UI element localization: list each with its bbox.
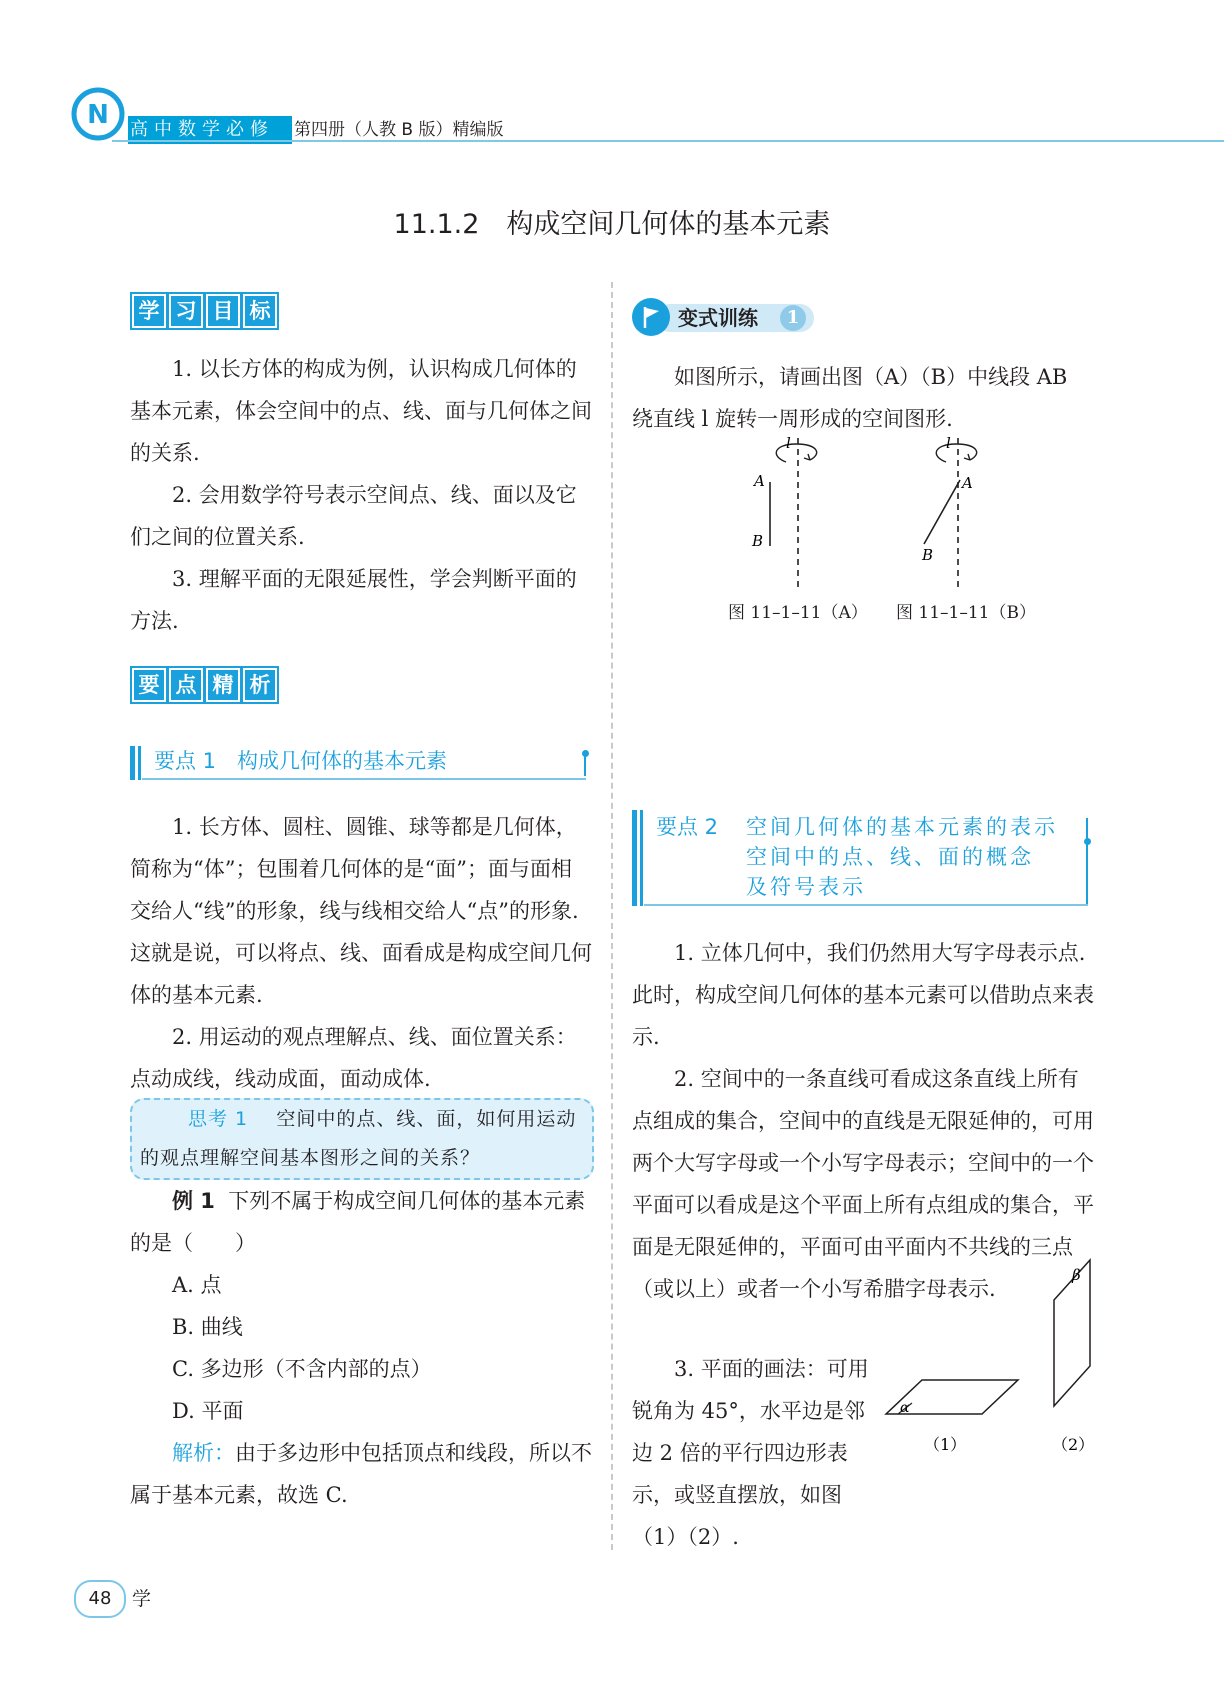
plane-figures <box>882 1240 1102 1540</box>
training-text: 如图所示，请画出图（A）（B）中线段 AB 绕直线 l 旋转一周形成的空间图形. <box>632 365 1068 431</box>
label-B: B <box>922 546 934 564</box>
kp2-line: 及符号表示 <box>746 875 866 899</box>
heading-char: 析 <box>243 668 277 702</box>
example-label: 例 1 <box>172 1189 215 1213</box>
heading-char: 目 <box>206 294 240 328</box>
logo-letter: N <box>87 100 109 130</box>
think-box <box>130 1098 594 1180</box>
heading-char: 精 <box>206 668 240 702</box>
kp-underline <box>142 778 586 780</box>
series-name: 高中数学必修 <box>128 116 292 144</box>
kp-underline <box>644 904 1088 906</box>
solution-label: 解析： <box>172 1441 235 1465</box>
option: D. 平面 <box>172 1399 244 1423</box>
figure-b <box>921 436 977 588</box>
footer-label: 学 <box>132 1588 152 1610</box>
heading-char: 点 <box>169 668 203 702</box>
paragraph: 1. 长方体、圆柱、圆锥、球等都是几何体，简称为“体”；包围着几何体的是“面”；面与面相交给人“线”的形象，线与线相交给人“点”的形象. 这就是说，可以将点、线、面看成是构成空间几何体的基本元素. <box>130 815 592 1007</box>
plane-drawing-text <box>632 1348 872 1558</box>
kp-dot <box>1084 838 1091 845</box>
heading-char: 学 <box>132 294 166 328</box>
book-name: 第四册（人教 B 版）精编版 <box>294 120 504 140</box>
header-rule <box>112 140 1224 142</box>
keypoint-2-label: 要点 2 <box>656 815 719 839</box>
column-divider <box>611 282 613 1550</box>
goals-heading <box>132 294 277 328</box>
label-l: l <box>786 436 791 452</box>
kp-bar <box>640 810 643 906</box>
flag-icon <box>632 298 670 336</box>
label-beta: β <box>1072 1266 1081 1284</box>
goals-list <box>130 348 592 642</box>
kp2-line: 空间中的点、线、面的概念 <box>746 845 1034 869</box>
keypoint-1-label: 要点 1 构成几何体的基本元素 <box>154 749 448 773</box>
figure-caption-b: 图 11–1–11（B） <box>896 603 1036 623</box>
paragraph: 1. 立体几何中，我们仍然用大写字母表示点. 此时，构成空间几何体的基本元素可以借助点来表示. <box>632 941 1094 1049</box>
training-label: 变式训练 <box>678 306 758 330</box>
paragraph: 2. 空间中的一条直线可看成这条直线上所有点组成的集合，空间中的直线是无限延伸的，可用两个大写字母或一个小写字母表示；空间中的一个平面可以看成是这个平面上所有点组成的集合，平面是无限延伸的，平面可由平面内不共线的三点（或以上）或者一个小写希腊字母表示. <box>632 1067 1094 1301</box>
keypoint-2-heading <box>632 810 1088 906</box>
training-number: 1 <box>780 305 806 331</box>
kp-dot <box>582 750 589 757</box>
figure-caption-a: 图 11–1–11（A） <box>728 603 868 623</box>
paragraph: 3. 平面的画法：可用锐角为 45°，水平边是邻边 2 倍的平行四边形表示，或竖直摆放，如图（1）（2）. <box>632 1357 869 1549</box>
keypoint-1-heading <box>130 746 586 780</box>
example-1 <box>130 1180 592 1516</box>
kp-stem <box>584 754 586 776</box>
heading-char: 要 <box>132 668 166 702</box>
kp-stem <box>1086 818 1088 904</box>
goal-item: 2. 会用数学符号表示空间点、线、面以及它们之间的位置关系. <box>130 483 577 549</box>
page-number: 48 <box>74 1580 126 1618</box>
analysis-heading <box>132 668 277 702</box>
keypoint-1-body <box>130 806 592 1100</box>
label-A: A <box>962 474 973 492</box>
example-text: 下列不属于构成空间几何体的基本元素的是（ ） <box>130 1189 586 1255</box>
option: C. 多边形（不含内部的点） <box>172 1357 432 1381</box>
section-title: 11.1.2 构成空间几何体的基本元素 <box>393 209 831 240</box>
solution-text: 由于多边形中包括顶点和线段，所以不属于基本元素，故选 C. <box>130 1441 592 1507</box>
option: B. 曲线 <box>172 1315 243 1339</box>
paragraph: 2. 用运动的观点理解点、线、面位置关系：点动成线，线动成面，面动成体. <box>130 1025 577 1091</box>
think-text: 空间中的点、线、面，如何用运动的观点理解空间基本图形之间的关系？ <box>140 1108 577 1169</box>
logo <box>70 86 126 142</box>
training-text-block <box>632 356 1094 440</box>
goal-item: 1. 以长方体的构成为例，认识构成几何体的基本元素，体会空间中的点、线、面与几何体之间的关系. <box>130 357 592 465</box>
label-l: l <box>946 436 951 452</box>
rotation-figures <box>730 436 1060 596</box>
heading-char: 标 <box>243 294 277 328</box>
option: A. 点 <box>172 1273 222 1297</box>
keypoint-2-title <box>746 812 1058 902</box>
kp-bar <box>632 810 637 906</box>
label-alpha: α <box>900 1400 910 1416</box>
variant-training-badge <box>632 298 814 336</box>
flag-circle <box>632 298 670 336</box>
goal-item: 3. 理解平面的无限延展性，学会判断平面的方法. <box>130 567 577 633</box>
heading-char: 习 <box>169 294 203 328</box>
label-A: A <box>754 472 765 490</box>
label-B: B <box>752 532 764 550</box>
plane-caption-1: （1） <box>924 1435 967 1454</box>
figure-a <box>751 436 817 588</box>
kp-bar <box>138 746 141 780</box>
think-label: 思考 1 <box>188 1108 249 1130</box>
plane-caption-2: （2） <box>1052 1435 1095 1454</box>
kp-bar <box>130 746 135 780</box>
kp2-line: 空间几何体的基本元素的表示 <box>746 815 1058 839</box>
